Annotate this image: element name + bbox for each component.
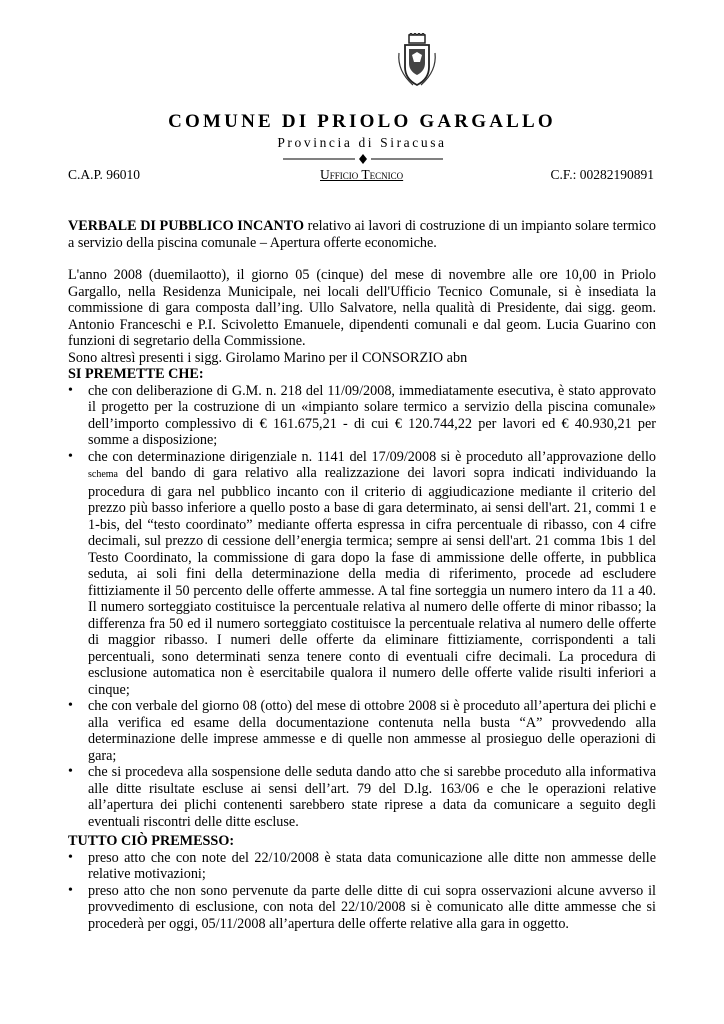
- bullet-icon: •: [68, 849, 73, 865]
- office-name: Ufficio Tecnico: [320, 167, 404, 182]
- present-paragraph: Sono altresì presenti i sigg. Girolamo Marino per il CONSORZIO abn: [68, 349, 468, 366]
- bullet-icon: •: [68, 698, 73, 713]
- bullet-icon: •: [68, 764, 73, 779]
- subject-title: VERBALE DI PUBBLICO INCANTO: [68, 218, 305, 234]
- document-body: [68, 218, 656, 932]
- bullet-icon: •: [68, 382, 73, 398]
- premette-list: [68, 383, 656, 831]
- municipal-crest-icon: [395, 33, 439, 89]
- list-item: • preso atto che con note del 22/10/2008 è stata data comunicazione alle ditte non ammesse delle relative motivazioni;: [68, 849, 656, 882]
- province-subtitle: Provincia di Siracusa: [277, 135, 447, 150]
- intro-paragraph: L'anno 2008 (duemilaotto), il giorno 05 (cinque) del mese di novembre alle ore 10,00 in Priolo Gargallo, nella Residenza Municipale, nei locali dell'Ufficio Tecnico Comunale, si è insediata la commissione di gara composta dall’ing. Ullo Salvatore, nella qualità di Presidente, dai sigg. geom. Antonio Franceschi e P.I. Scivoletto Emanuele, dipendenti comunali e dal geom. Lucia Guarino con funzioni di segretario della Commissione.: [68, 267, 656, 349]
- premesso-heading: TUTTO CIÒ PREMESSO:: [68, 833, 235, 849]
- list-item: • preso atto che non sono pervenute da parte delle ditte di cui sopra osservazioni alcune avverso il provvedimento di esclusione, con nota del 22/10/2008 si è comunicato alle ditte ammesse che si procederà per oggi, 05/11/2008 all’apertura delle offerte relative alla gara in oggetto.: [68, 882, 656, 932]
- municipality-title: COMUNE DI PRIOLO GARGALLO: [168, 111, 556, 132]
- list-item: • che con deliberazione di G.M. n. 218 del 11/09/2008, immediatamente esecutiva, è stato approvato il progetto per la costruzione di un «impianto solare termico a servizio della piscina comunale» dell’importo complessivo di € 161.675,21 - di cui € 120.744,22 per lavori ed € 40.930,21 per somme a disposizione;: [68, 382, 656, 448]
- list-item: • che si procedeva alla sospensione delle seduta dando atto che si sarebbe proceduto alla informativa alle ditte risultate escluse ai sensi dell’art. 79 del D.lg. 163/06 e che le operazioni relative all’apertura dei plichi contenenti sarebbero state riprese a data da comunicare a seguito degli eventuali riscontri delle ditte escluse.: [68, 764, 656, 830]
- list-item: • che con determinazione dirigenziale n. 1141 del 17/09/2008 si è proceduto all’approvazione dello schema del bando di gara relativo alla realizzazione dei lavori sopra indicati individuando la procedura di gara nel pubblico incanto con il criterio di aggiudicazione mediante il criterio del prezzo più basso inferiore a quello posto a base di gara determinato, ai sensi dell'art. 21, commi 1 e 1-bis, del “testo coordinato” mediante offerta espressa in cifra percentuale di ribasso, con 4 cifre decimali, sul prezzo di cessione dell’energia termica; sempre ai sensi dell'art. 21 comma 1bis 1 del Testo Coordinato, la commissione di gara dopo la fase di ammissione delle offerte, in pubblica seduta, ai soli fini della determinazione della media di riferimento, procede ad escludere fittiziamente il 50 percento delle offerte ammesse. A tal fine sorteggia un numero intero da 11 a 40. Il numero sorteggiato costituisce la percentuale relativa al numero delle offerte di minor ribasso; la differenza fra 50 ed il numero sorteggiato costituisce la percentuale relativa al numero delle offerte di maggior ribasso. I numeri delle offerte da eliminare fittiziamente, corrispondenti a tali percentuali, sono determinati senza tenere conto di eventuali cifre decimali. La procedura di esclusione automatica non è esercitabile qualora il numero delle offerte valide risulti inferiori a cinque;: [68, 448, 656, 698]
- subject-paragraph: [68, 218, 656, 251]
- tax-code: C.F.: 00282190891: [550, 167, 654, 182]
- list-item: • che con verbale del giorno 08 (otto) del mese di ottobre 2008 si è proceduto all’apertura dei plichi e alla verifica ed esame della documentazione contenuta nella busta “A” provvedendo alla determinazione delle imprese ammesse e di quelle non ammesse al prosieguo delle operazioni di gara;: [68, 698, 656, 764]
- premette-heading: SI PREMETTE CHE:: [68, 366, 204, 382]
- divider-ornament: [283, 153, 443, 165]
- subject-text: relativo ai lavori di costruzione di un impianto solare termico a servizio della piscina comunale – Apertura offerte economiche.: [68, 218, 656, 251]
- postal-code: C.A.P. 96010: [68, 167, 141, 182]
- bullet-icon: •: [68, 448, 73, 464]
- premesso-list: [68, 850, 656, 933]
- bullet-icon: •: [68, 882, 73, 898]
